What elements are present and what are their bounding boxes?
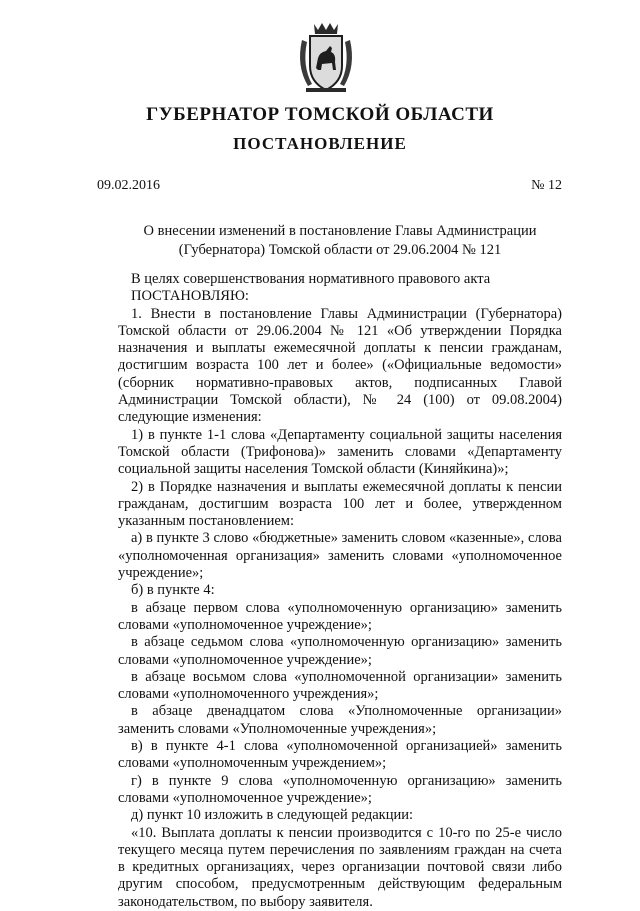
document-type: ПОСТАНОВЛЕНИЕ <box>233 134 407 153</box>
subject-line: (Губернатора) Томской области от 29.06.2004 № 121 <box>178 241 502 258</box>
document-body <box>118 271 562 911</box>
governor-title: ГУБЕРНАТОР ТОМСКОЙ ОБЛАСТИ <box>146 104 494 125</box>
paragraph-subitem: 2) в Порядке назначения и выплаты ежемесячной доплаты к пенсии гражданам, достигшим возраста 100 лет и более, утвержденном указанным постановлением: <box>118 478 562 530</box>
paragraph-subitem: в абзаце двенадцатом слова «Уполномоченные организации» заменить словами «Уполномоченные учреждения»; <box>118 703 562 737</box>
paragraph-subitem: б) в пункте 4: <box>131 582 215 599</box>
paragraph-subitem: в абзаце седьмом слова «уполномоченную организацию» заменить словами «уполномоченное учреждение»; <box>118 634 562 668</box>
coat-of-arms-icon <box>294 20 358 96</box>
paragraph-subitem: 1) в пункте 1-1 слова «Департаменту социальной защиты населения Томской области (Трифонова)» заменить словами «Департаменту социальной защиты населения Томской области (Киняйкина)»; <box>118 426 562 478</box>
paragraph-preamble: В целях совершенствования нормативного правового акта <box>131 271 491 287</box>
document-number: № 12 <box>531 178 562 193</box>
document-subject <box>120 222 560 259</box>
paragraph-subitem: в абзаце первом слова «уполномоченную организацию» заменить словами «уполномоченное учреждение»; <box>118 599 562 633</box>
paragraph-item-1: 1. Внести в постановление Главы Администрации (Губернатора) Томской области от 29.06.2004 № 121 «Об утверждении Порядка назначения и выплаты ежемесячной доплаты к пенсии гражданам, достигшим возраста 100 лет и более» («Официальные ведомости» (сборник нормативно-правовых актов, подписанных Главой Администрации Томской области), № 24 (100) от 09.08.2004) следующие изменения: <box>118 305 562 426</box>
subject-line: О внесении изменений в постановление Главы Администрации <box>143 223 537 239</box>
paragraph-resolve: ПОСТАНОВЛЯЮ: <box>131 288 249 305</box>
paragraph-subitem: в абзаце восьмом слова «уполномоченной организации» заменить словами «уполномоченного учреждения»; <box>118 668 562 703</box>
paragraph-subitem: г) в пункте 9 слова «уполномоченную организацию» заменить словами «уполномоченное учреждение»; <box>118 772 562 806</box>
paragraph-subitem: а) в пункте 3 слово «бюджетные» заменить словом «казенные», слова «уполномоченная организация» заменить словами «уполномоченное учреждение»; <box>118 530 562 582</box>
paragraph-subitem: д) пункт 10 изложить в следующей редакции: <box>131 807 413 824</box>
document-date: 09.02.2016 <box>97 178 160 193</box>
paragraph-subitem: в) в пункте 4-1 слова «уполномоченной организацией» заменить словами «уполномоченным учреждением»; <box>118 738 562 772</box>
paragraph-quote: «10. Выплата доплаты к пенсии производится с 10-го по 25-е число текущего месяца путем перечисления по заявлениям граждан на счета в кредитных организациях, через организации почтовой связи либо другим способом, предусмотренным действующим федеральным законодательством, по выбору заявителя. <box>118 824 562 910</box>
